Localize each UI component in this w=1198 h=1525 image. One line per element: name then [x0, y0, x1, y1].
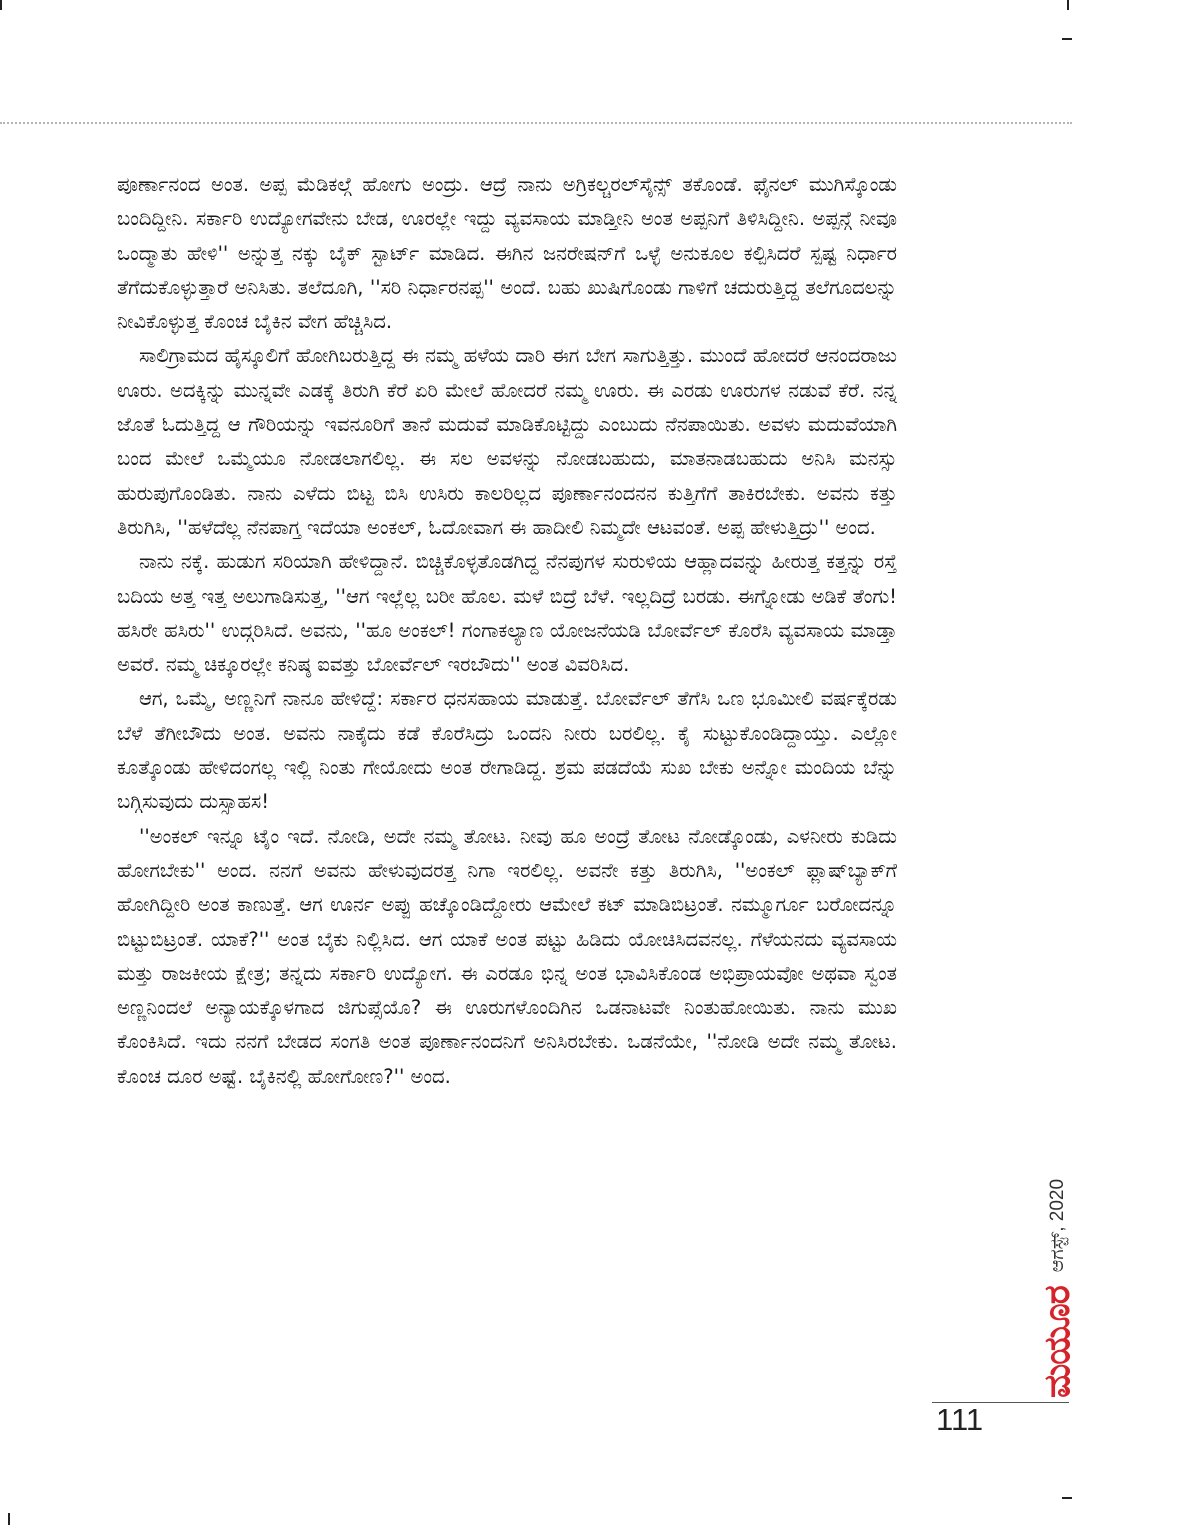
- paragraph: ಆಗ, ಒಮ್ಮೆ, ಅಣ್ಣನಿಗೆ ನಾನೂ ಹೇಳಿದ್ದೆ: ಸರ್ಕಾರ ಧನಸಹಾಯ ಮಾಡುತ್ತೆ. ಬೋರ್ವೆಲ್ ತೆಗೆಸಿ ಒಣ ಭೂಮೀಲಿ ವರ್ಷಕ್ಕೆರಡು ಬೆಳೆ ತೆಗೀಬೌದು ಅಂತ. ಅವನು ನಾಕೈದು ಕಡೆ ಕೊರೆಸಿದ್ರು ಒಂದನಿ ನೀರು ಬರಲಿಲ್ಲ. ಕೈ ಸುಟ್ಟುಕೊಂಡಿದ್ದಾಯ್ತು. ಎಲ್ಲೋ ಕೂತ್ಕೊಂಡು ಹೇಳಿದಂಗಲ್ಲ ಇಲ್ಲಿ ನಿಂತು ಗೇಯೋದು ಅಂತ ರೇಗಾಡಿದ್ದ. ಶ್ರಮ ಪಡದೆಯೆ ಸುಖ ಬೇಕು ಅನ್ನೋ ಮಂದಿಯ ಬೆನ್ನು ಬಗ್ಗಿಸುವುದು ದುಸ್ಸಾಹಸ!: [117, 687, 897, 814]
- crop-mark-bottom-left: [8, 1513, 10, 1525]
- paragraph: ಸಾಲಿಗ್ರಾಮದ ಹೈಸ್ಕೂಲಿಗೆ ಹೋಗಿಬರುತ್ತಿದ್ದ ಈ ನಮ್ಮ ಹಳೆಯ ದಾರಿ ಈಗ ಬೇಗ ಸಾಗುತ್ತಿತ್ತು. ಮುಂದೆ ಹೋದರೆ ಆನಂದರಾಜು ಊರು. ಅದಕ್ಕಿನ್ನು ಮುನ್ನವೇ ಎಡಕ್ಕೆ ತಿರುಗಿ ಕೆರೆ ಏರಿ ಮೇಲೆ ಹೋದರೆ ನಮ್ಮ ಊರು. ಈ ಎರಡು ಊರುಗಳ ನಡುವೆ ಕೆರೆ. ನನ್ನ ಜೊತೆ ಓದುತ್ತಿದ್ದ ಆ ಗೌರಿಯನ್ನು ಇವನೂರಿಗೆ ತಾನೆ ಮದುವೆ ಮಾಡಿಕೊಟ್ಟಿದ್ದು ಎಂಬುದು ನೆನಪಾಯಿತು. ಅವಳು ಮದುವೆಯಾಗಿ ಬಂದ ಮೇಲೆ ಒಮ್ಮೆಯೂ ನೋಡಲಾಗಲಿಲ್ಲ. ಈ ಸಲ ಅವಳನ್ನು ನೋಡಬಹುದು, ಮಾತನಾಡಬಹುದು ಅನಿಸಿ ಮನಸ್ಸು ಹುರುಪುಗೊಂಡಿತು. ನಾನು ಎಳೆದು ಬಿಟ್ಟ ಬಿಸಿ ಉಸಿರು ಕಾಲರಿಲ್ಲದ ಪೂರ್ಣಾನಂದನನ ಕುತ್ತಿಗೆಗೆ ತಾಕಿರಬೇಕು. ಅವನು ಕತ್ತು ತಿರುಗಿಸಿ, ''ಹಳೆದೆಲ್ಲ ನೆನಪಾಗ್ತ ಇದೆಯಾ ಅಂಕಲ್, ಓದೋವಾಗ ಈ ಹಾದೀಲಿ ನಿಮ್ಮದೇ ಆಟವಂತೆ. ಅಪ್ಪ ಹೇಳುತ್ತಿದ್ರು'' ಅಂದ.: [117, 344, 897, 539]
- article-body: [117, 168, 897, 1094]
- issue-date: ಆಗಸ್ಟ್, 2020: [1047, 1178, 1068, 1273]
- magazine-name: ಮಯೂರ: [1037, 1286, 1078, 1398]
- crop-mark-top-left: [0, 0, 2, 10]
- crop-mark-top-right: [1067, 0, 1069, 10]
- paragraph: ಪೂರ್ಣಾನಂದ ಅಂತ. ಅಪ್ಪ ಮೆಡಿಕಲ್ಗೆ ಹೋಗು ಅಂದ್ರು. ಆದ್ರೆ ನಾನು ಅಗ್ರಿಕಲ್ಚರಲ್‌ಸೈನ್ಸ್ ತಕೊಂಡೆ. ಫೈನಲ್ ಮುಗಿಸ್ಕೊಂಡು ಬಂದಿದ್ದೀನಿ. ಸರ್ಕಾರಿ ಉದ್ಯೋಗವೇನು ಬೇಡ, ಊರಲ್ಲೇ ಇದ್ದು ವ್ಯವಸಾಯ ಮಾಡ್ತೀನಿ ಅಂತ ಅಪ್ಪನಿಗೆ ತಿಳಿಸಿದ್ದೀನಿ. ಅಪ್ಪನ್ಗೆ ನೀವೂ ಒಂದ್ಮಾತು ಹೇಳಿ'' ಅನ್ನುತ್ತ ನಕ್ಕು ಬೈಕ್ ಸ್ಟಾರ್ಟ್ ಮಾಡಿದ. ಈಗಿನ ಜನರೇಷನ್‌ಗೆ ಒಳ್ಳೆ ಅನುಕೂಲ ಕಲ್ಪಿಸಿದರೆ ಸ್ಪಷ್ಟ ನಿರ್ಧಾರ ತೆಗೆದುಕೊಳ್ಳುತ್ತಾರೆ ಅನಿಸಿತು. ತಲೆದೂಗಿ, ''ಸರಿ ನಿರ್ಧಾರನಪ್ಪ'' ಅಂದೆ. ಬಹು ಖುಷಿಗೊಂಡು ಗಾಳಿಗೆ ಚದುರುತ್ತಿದ್ದ ತಲೆಗೂದಲನ್ನು ನೀವಿಕೊಳ್ಳುತ್ತ ಕೊಂಚ ಬೈಕಿನ ವೇಗ ಹೆಚ್ಚಿಸಿದ.: [117, 173, 897, 334]
- crop-mark-right-bottom: [1062, 1497, 1072, 1499]
- magazine-sidebar: [918, 1178, 1198, 1398]
- paragraph: ನಾನು ನಕ್ಕೆ. ಹುಡುಗ ಸರಿಯಾಗಿ ಹೇಳಿದ್ದಾನೆ. ಬಿಚ್ಚಿಕೊಳ್ಳತೊಡಗಿದ್ದ ನೆನಪುಗಳ ಸುರುಳಿಯ ಆಹ್ಲಾದವನ್ನು ಹೀರುತ್ತ ಕತ್ತನ್ನು ರಸ್ತೆ ಬದಿಯ ಅತ್ತ ಇತ್ತ ಅಲುಗಾಡಿಸುತ್ತ, ''ಆಗ ಇಲ್ಲೆಲ್ಲ ಬರೀ ಹೊಲ. ಮಳೆ ಬಿದ್ರೆ ಬೆಳೆ. ಇಲ್ಲದಿದ್ರೆ ಬರಡು. ಈಗ್ನೋಡು ಅಡಿಕೆ ತೆಂಗು! ಹಸಿರೇ ಹಸಿರು'' ಉದ್ಗರಿಸಿದೆ. ಅವನು, ''ಹೂ ಅಂಕಲ್! ಗಂಗಾಕಲ್ಯಾಣ ಯೋಜನೆಯಡಿ ಬೋರ್ವೆಲ್ ಕೊರೆಸಿ ವ್ಯವಸಾಯ ಮಾಡ್ತಾ ಅವರೆ. ನಮ್ಮ ಚಿಕ್ಕೂರಲ್ಲೇ ಕನಿಷ್ಠ ಐವತ್ತು ಬೋರ್ವೆಲ್ ಇರಬೌದು'' ಅಂತ ವಿವರಿಸಿದ.: [117, 550, 897, 677]
- crop-mark-right-top: [1062, 38, 1072, 40]
- page-number: 111: [936, 1402, 984, 1437]
- paragraph: ''ಅಂಕಲ್ ಇನ್ನೂ ಟೈಂ ಇದೆ. ನೋಡಿ, ಅದೇ ನಮ್ಮ ತೋಟ. ನೀವು ಹೂ ಅಂದ್ರೆ ತೋಟ ನೋಡ್ಕೊಂಡು, ಎಳನೀರು ಕುಡಿದು ಹೋಗಬೇಕು'' ಅಂದ. ನನಗೆ ಅವನು ಹೇಳುವುದರತ್ತ ನಿಗಾ ಇರಲಿಲ್ಲ. ಅವನೇ ಕತ್ತು ತಿರುಗಿಸಿ, ''ಅಂಕಲ್ ಫ್ಲಾಷ್‌ಬ್ಯಾಕ್‌ಗೆ ಹೋಗಿದ್ದೀರಿ ಅಂತ ಕಾಣುತ್ತೆ. ಆಗ ಊರ್ನ ಅಪ್ಪು ಹಚ್ಕೊಂಡಿದ್ದೋರು ಆಮೇಲೆ ಕಟ್ ಮಾಡಿಬಿಟ್ರಂತೆ. ನಮ್ಮೂರ್ಗೂ ಬರೋದನ್ನೂ ಬಿಟ್ಟುಬಿಟ್ರಂತೆ. ಯಾಕೆ?'' ಅಂತ ಬೈಕು ನಿಲ್ಲಿಸಿದ. ಆಗ ಯಾಕೆ ಅಂತ ಪಟ್ಟು ಹಿಡಿದು ಯೋಚಿಸಿದವನಲ್ಲ. ಗೆಳೆಯನದು ವ್ಯವಸಾಯ ಮತ್ತು ರಾಜಕೀಯ ಕ್ಷೇತ್ರ; ತನ್ನದು ಸರ್ಕಾರಿ ಉದ್ಯೋಗ. ಈ ಎರಡೂ ಭಿನ್ನ ಅಂತ ಭಾವಿಸಿಕೊಂಡ ಅಭಿಪ್ರಾಯವೋ ಅಥವಾ ಸ್ವಂತ ಅಣ್ಣನಿಂದಲೆ ಅನ್ಯಾಯಕ್ಕೊಳಗಾದ ಜಿಗುಪ್ಸೆಯೊ? ಈ ಊರುಗಳೊಂದಿಗಿನ ಒಡನಾಟವೇ ನಿಂತುಹೋಯಿತು. ನಾನು ಮುಖ ಕೊಂಕಿಸಿದೆ. ಇದು ನನಗೆ ಬೇಡದ ಸಂಗತಿ ಅಂತ ಪೂರ್ಣಾನಂದನಿಗೆ ಅನಿಸಿರಬೇಕು. ಒಡನೆಯೇ, ''ನೋಡಿ ಅದೇ ನಮ್ಮ ತೋಟ. ಕೊಂಚ ದೂರ ಅಷ್ಟೆ. ಬೈಕಿನಲ್ಲಿ ಹೋಗೋಣ?'' ಅಂದ.: [117, 824, 897, 1088]
- header-dotted-rule: [0, 122, 1072, 124]
